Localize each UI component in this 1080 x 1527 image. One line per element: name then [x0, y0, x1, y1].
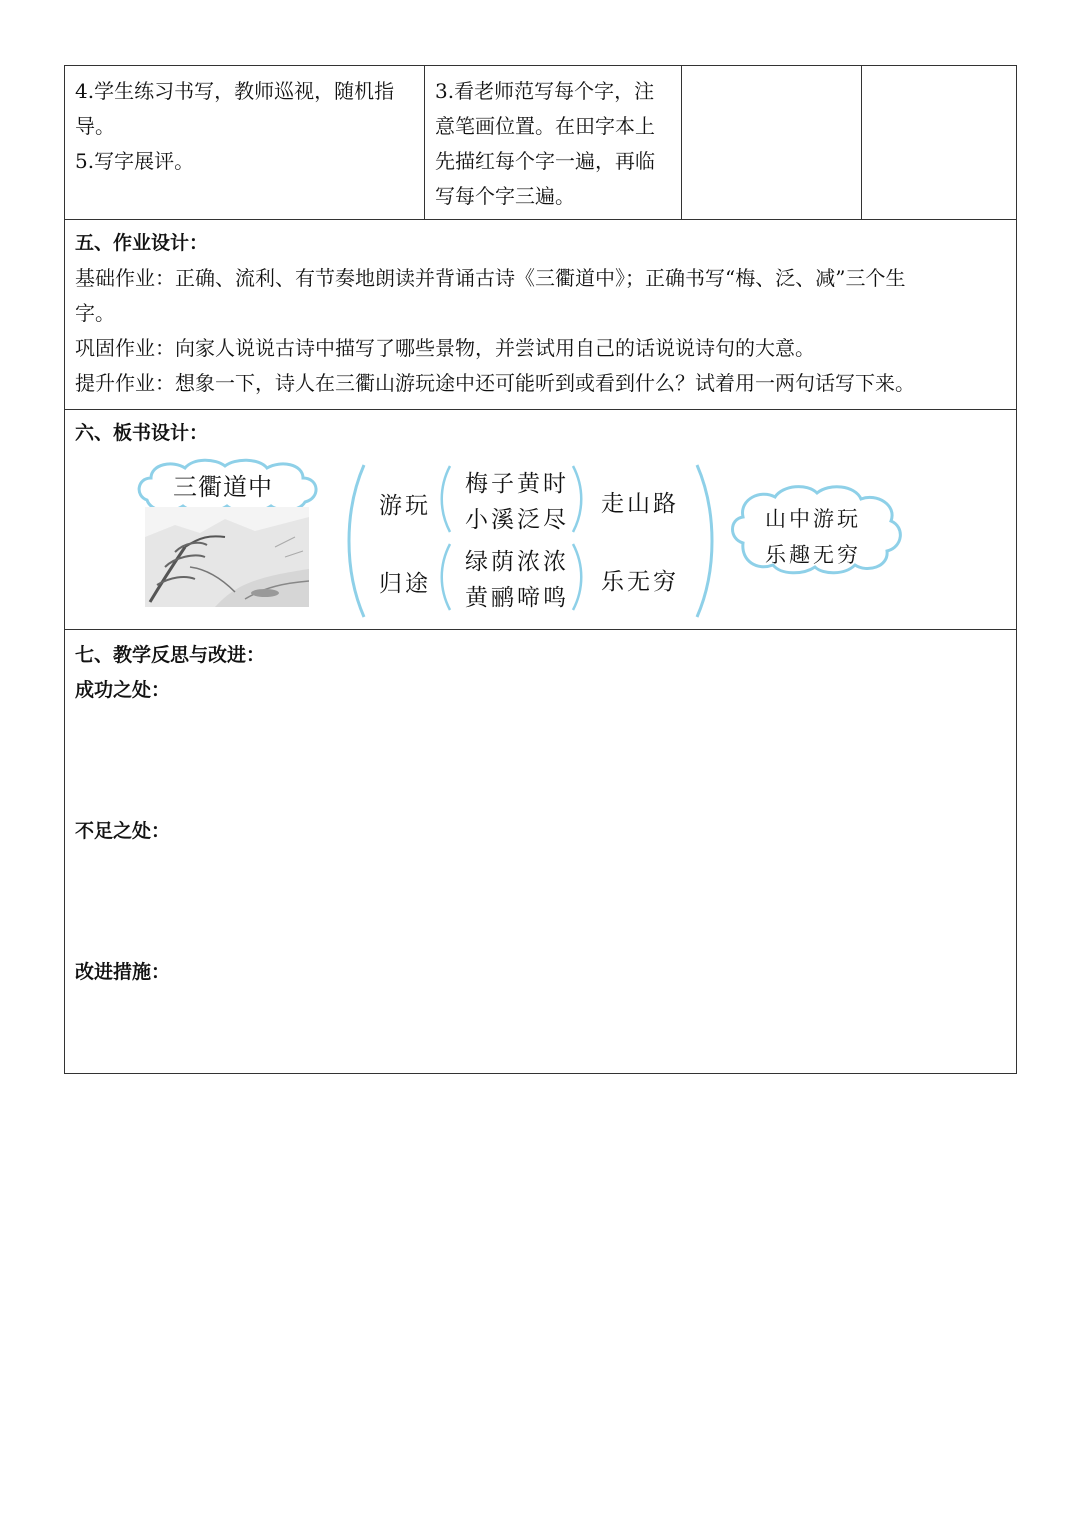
activity-row	[65, 66, 1017, 220]
board-section	[65, 410, 1017, 630]
success-label: 成功之处：	[75, 679, 171, 701]
inner-right-bracket-icon	[570, 463, 586, 535]
board-left-top: 游玩	[379, 493, 431, 519]
teacher-activity-cell	[65, 66, 425, 220]
reflection-section	[65, 630, 1017, 1074]
reflection-heading: 七、教学反思与改进：	[75, 644, 266, 666]
homework-line: 基础作业：正确、流利、有节奏地朗读并背诵古诗《三衢道中》；正确书写“梅、泛、减”三个生	[75, 266, 906, 290]
board-mid-3: 绿荫浓浓	[465, 549, 569, 575]
student-line: 先描红每个字一遍，再临	[435, 149, 655, 173]
homework-line: 提升作业：想象一下，诗人在三衢山游玩途中还可能听到或看到什么？试着用一两句话写下来。	[75, 371, 915, 395]
empty-cell	[682, 66, 862, 220]
student-line: 写每个字三遍。	[435, 184, 575, 208]
teacher-line: 4.学生练习书写，教师巡视，随机指	[75, 79, 395, 103]
board-mid-4: 黄鹂啼鸣	[465, 585, 569, 611]
student-activity-cell	[425, 66, 682, 220]
inner-left-bracket-icon	[437, 463, 453, 535]
inner-left-bracket-icon	[437, 541, 453, 613]
landscape-illustration-icon	[145, 507, 309, 607]
board-right-bottom: 乐无穷	[601, 569, 679, 595]
board-title: 三衢道中	[173, 473, 273, 501]
lesson-plan-table	[64, 65, 1017, 1074]
improvement-label: 改进措施：	[75, 961, 171, 983]
shortcoming-label: 不足之处：	[75, 820, 171, 842]
homework-line: 字。	[75, 301, 115, 325]
board-heading: 六、板书设计：	[75, 422, 209, 444]
student-line: 意笔画位置。在田字本上	[435, 114, 655, 138]
homework-line: 巩固作业：向家人说说古诗中描写了哪些景物，并尝试用自己的话说说诗句的大意。	[75, 336, 815, 360]
homework-heading: 五、作业设计：	[75, 232, 209, 254]
homework-section	[65, 220, 1017, 410]
board-summary-2: 乐趣无穷	[765, 543, 861, 567]
board-left-bottom: 归途	[379, 571, 431, 597]
board-mid-2: 小溪泛尽	[465, 507, 569, 533]
teacher-line: 导。	[75, 114, 115, 138]
board-mid-1: 梅子黄时	[465, 471, 569, 497]
left-bracket-icon	[340, 461, 370, 621]
board-right-top: 走山路	[601, 491, 679, 517]
teacher-line: 5.写字展评。	[75, 149, 195, 173]
empty-cell	[862, 66, 1017, 220]
board-design	[65, 451, 1016, 629]
right-bracket-icon	[691, 461, 721, 621]
board-summary-1: 山中游玩	[765, 507, 861, 531]
reflection-row	[65, 630, 1017, 1074]
board-row	[65, 410, 1017, 630]
student-line: 3.看老师范写每个字，注	[435, 79, 655, 103]
homework-row	[65, 220, 1017, 410]
inner-right-bracket-icon	[570, 541, 586, 613]
